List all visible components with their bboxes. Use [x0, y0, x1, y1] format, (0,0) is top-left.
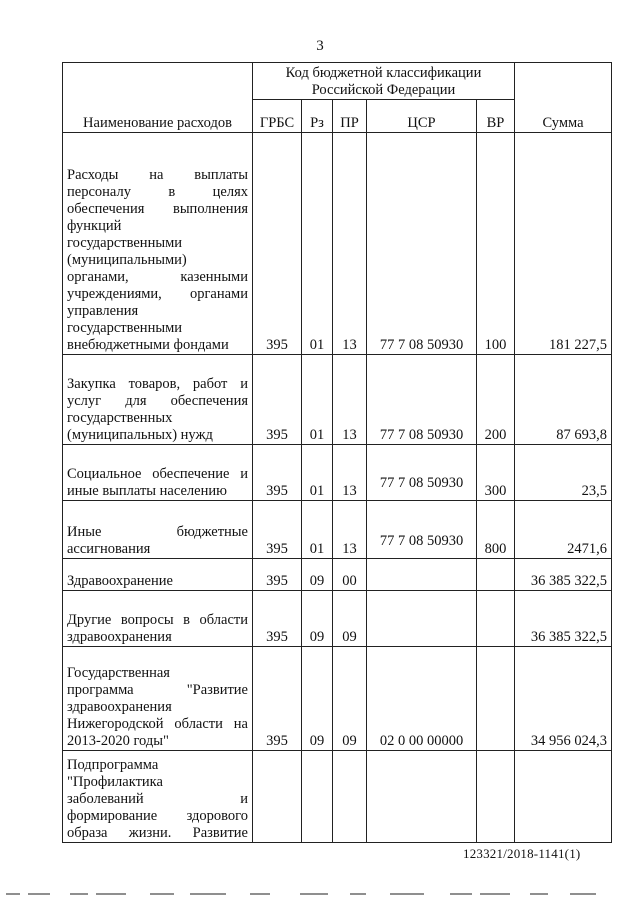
cell-pr: 13: [333, 355, 367, 445]
row-name-line: внебюджетными фондами: [67, 337, 229, 353]
row-name: [63, 559, 253, 591]
page-number: 3: [316, 38, 324, 54]
row-name-line: Государственная: [67, 665, 170, 681]
table-row: [63, 751, 612, 843]
row-name-line: государственными: [67, 320, 183, 336]
row-name-line: государственных: [67, 410, 173, 426]
cell-grbs: 395: [253, 559, 302, 591]
table-row: [63, 647, 612, 751]
cell-csr: 02 0 00 00000: [367, 647, 477, 751]
row-name-line: здравоохранения: [67, 699, 172, 715]
row-name: [63, 445, 253, 501]
row-name-line: ассигнования: [67, 541, 151, 557]
header-name: Наименование расходов: [63, 63, 253, 133]
cell-vr: 100: [477, 133, 515, 355]
row-name-line: обеспечения выполнения: [67, 201, 248, 217]
cell-pr: 13: [333, 133, 367, 355]
cell-pr: 09: [333, 647, 367, 751]
cell-grbs: 395: [253, 133, 302, 355]
table-row: [63, 355, 612, 445]
cell-rz: 09: [302, 647, 333, 751]
cell-vr: [477, 591, 515, 647]
cell-sum: 181 227,5: [515, 133, 612, 355]
row-name-line: 2013-2020 годы": [67, 733, 169, 749]
cell-sum: 34 956 024,3: [515, 647, 612, 751]
header-vr: ВР: [477, 100, 515, 133]
header-grbs: ГРБС: [253, 100, 302, 133]
cell-pr: 00: [333, 559, 367, 591]
cell-rz: 01: [302, 355, 333, 445]
row-name-line: (муниципальных) нужд: [67, 427, 213, 443]
cell-csr: [367, 591, 477, 647]
cell-rz: 09: [302, 591, 333, 647]
table-row: [63, 501, 612, 559]
table-row: [63, 559, 612, 591]
cell-rz: 01: [302, 501, 333, 559]
budget-table: [62, 62, 612, 843]
cell-csr: [367, 751, 477, 843]
cell-rz: [302, 751, 333, 843]
row-name-line: персоналу в целях: [67, 184, 248, 200]
cell-grbs: 395: [253, 501, 302, 559]
cell-csr: 77 7 08 50930: [367, 355, 477, 445]
cell-csr: [367, 559, 477, 591]
row-name: [63, 591, 253, 647]
cell-csr: 77 7 08 50930: [367, 133, 477, 355]
cell-sum: [515, 751, 612, 843]
row-name-line: программа "Развитие: [67, 682, 248, 698]
row-name: [63, 501, 253, 559]
row-name-line: "Профилактика: [67, 774, 163, 790]
cell-csr: 77 7 08 50930: [367, 501, 477, 559]
cell-vr: [477, 647, 515, 751]
table-row: [63, 445, 612, 501]
cell-rz: 01: [302, 445, 333, 501]
row-name-line: Иные бюджетные: [67, 524, 248, 540]
table-row: [63, 591, 612, 647]
cell-pr: 13: [333, 445, 367, 501]
row-name-line: Расходы на выплаты: [67, 167, 248, 183]
cell-vr: 200: [477, 355, 515, 445]
cell-rz: 01: [302, 133, 333, 355]
row-name-line: формирование здорового: [67, 808, 248, 824]
cell-vr: [477, 559, 515, 591]
row-name: [63, 355, 253, 445]
cell-sum: 23,5: [515, 445, 612, 501]
row-name-line: государственными: [67, 235, 183, 251]
row-name-line: услуг для обеспечения: [67, 393, 248, 409]
cell-grbs: 395: [253, 355, 302, 445]
cell-vr: 300: [477, 445, 515, 501]
row-name-line: функций: [67, 218, 122, 234]
cell-grbs: 395: [253, 647, 302, 751]
header-pr: ПР: [333, 100, 367, 133]
cell-csr: 77 7 08 50930: [367, 445, 477, 501]
row-name-line: образа жизни. Развитие: [67, 825, 248, 841]
cell-sum: 36 385 322,5: [515, 591, 612, 647]
row-name: [63, 133, 253, 355]
cell-sum: 36 385 322,5: [515, 559, 612, 591]
cell-pr: [333, 751, 367, 843]
row-name-line: Социальное обеспечение и: [67, 466, 248, 482]
header-code-group: Код бюджетной классификации Российской Федерации: [253, 63, 515, 100]
row-name-line: органами, казенными: [67, 269, 248, 285]
scan-edge-artifact: [0, 893, 640, 897]
cell-pr: 09: [333, 591, 367, 647]
row-name-line: здравоохранения: [67, 629, 172, 645]
cell-grbs: [253, 751, 302, 843]
row-name-line: (муниципальными): [67, 252, 187, 268]
row-name-line: учреждениями, органами: [67, 286, 248, 302]
row-name: [63, 647, 253, 751]
row-name-line: Здравоохранение: [67, 573, 173, 589]
cell-vr: 800: [477, 501, 515, 559]
header-rz: Рз: [302, 100, 333, 133]
row-name-line: Нижегородской области на: [67, 716, 248, 732]
cell-vr: [477, 751, 515, 843]
cell-rz: 09: [302, 559, 333, 591]
row-name-line: Подпрограмма: [67, 757, 159, 773]
row-name-line: Закупка товаров, работ и: [67, 376, 248, 392]
header-csr: ЦСР: [367, 100, 477, 133]
row-name-line: заболеваний и: [67, 791, 248, 807]
cell-grbs: 395: [253, 445, 302, 501]
table-row: [63, 133, 612, 355]
cell-sum: 2471,6: [515, 501, 612, 559]
row-name-line: иные выплаты населению: [67, 483, 227, 499]
cell-sum: 87 693,8: [515, 355, 612, 445]
row-name-line: управления: [67, 303, 139, 319]
cell-grbs: 395: [253, 591, 302, 647]
document-id: 123321/2018-1141(1): [463, 846, 581, 861]
row-name: [63, 751, 253, 843]
cell-pr: 13: [333, 501, 367, 559]
header-sum: Сумма: [515, 63, 612, 133]
row-name-line: Другие вопросы в области: [67, 612, 248, 628]
